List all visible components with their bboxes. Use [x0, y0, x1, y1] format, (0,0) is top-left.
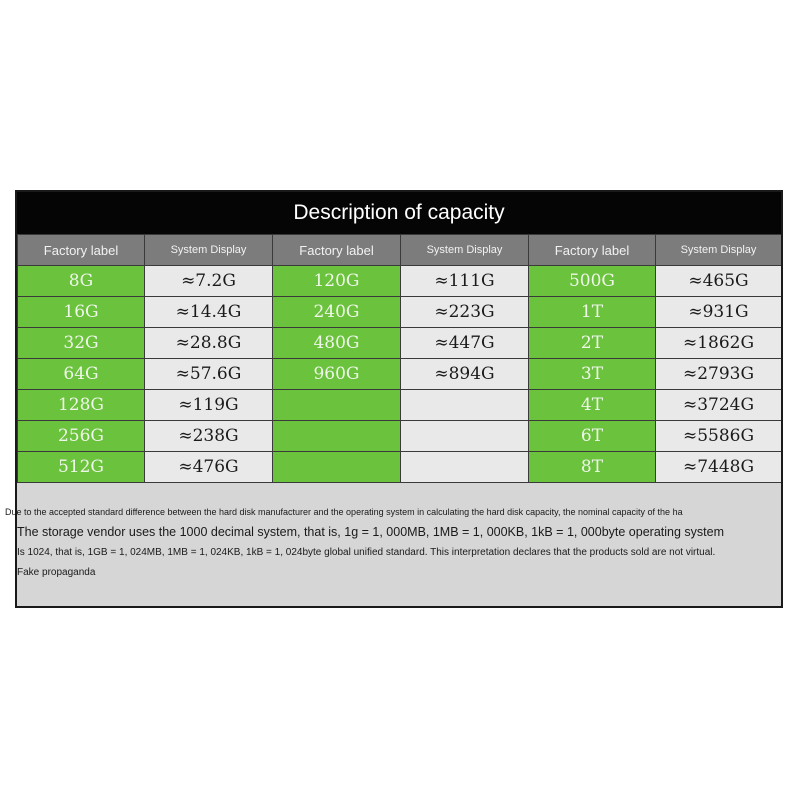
system-display-cell: ≈223G — [401, 297, 529, 328]
table-row — [18, 297, 782, 328]
capacity-table — [17, 234, 782, 483]
factory-label-cell: 480G — [273, 328, 401, 359]
note-line-2: The storage vendor uses the 1000 decimal system, that is, 1g = 1, 000MB, 1MB = 1, 000KB, 1kB = 1, 000byte operating system — [17, 525, 724, 539]
table-row — [18, 266, 782, 297]
system-display-cell: ≈238G — [145, 421, 273, 452]
factory-label-cell: 256G — [18, 421, 145, 452]
system-display-cell — [401, 421, 529, 452]
note-line-4: Fake propaganda — [17, 567, 96, 578]
note-line-1: Due to the accepted standard difference between the hard disk manufacturer and the operating system in calculating the hard disk capacity, the nominal capacity of the ha — [5, 507, 683, 517]
system-display-cell: ≈465G — [656, 266, 782, 297]
factory-label-cell: 8G — [18, 266, 145, 297]
factory-label-cell: 500G — [529, 266, 656, 297]
system-display-cell — [401, 390, 529, 421]
system-display-cell — [401, 452, 529, 483]
factory-label-cell: 64G — [18, 359, 145, 390]
factory-label-cell: 3T — [529, 359, 656, 390]
system-display-cell: ≈111G — [401, 266, 529, 297]
system-display-cell: ≈57.6G — [145, 359, 273, 390]
system-display-cell: ≈14.4G — [145, 297, 273, 328]
system-display-cell: ≈119G — [145, 390, 273, 421]
factory-label-cell — [273, 452, 401, 483]
system-display-cell: ≈447G — [401, 328, 529, 359]
factory-label-cell: 512G — [18, 452, 145, 483]
factory-label-cell: 128G — [18, 390, 145, 421]
system-display-cell: ≈5586G — [656, 421, 782, 452]
table-header-row — [18, 235, 782, 266]
column-header-system-display: System Display — [401, 235, 529, 266]
table-body — [18, 266, 782, 483]
factory-label-cell — [273, 421, 401, 452]
column-header-system-display: System Display — [145, 235, 273, 266]
factory-label-cell: 960G — [273, 359, 401, 390]
factory-label-cell: 2T — [529, 328, 656, 359]
system-display-cell: ≈7448G — [656, 452, 782, 483]
system-display-cell: ≈2793G — [656, 359, 782, 390]
factory-label-cell: 6T — [529, 421, 656, 452]
factory-label-cell: 16G — [18, 297, 145, 328]
system-display-cell: ≈1862G — [656, 328, 782, 359]
note-line-3: Is 1024, that is, 1GB = 1, 024MB, 1MB = 1, 024KB, 1kB = 1, 024byte global unified standard. This interpretation declares that the products sold are not virtual. — [17, 547, 716, 558]
page-title: Description of capacity — [17, 192, 781, 234]
factory-label-cell: 120G — [273, 266, 401, 297]
factory-label-cell: 8T — [529, 452, 656, 483]
system-display-cell: ≈476G — [145, 452, 273, 483]
capacity-panel — [15, 190, 783, 608]
system-display-cell: ≈894G — [401, 359, 529, 390]
factory-label-cell: 4T — [529, 390, 656, 421]
table-row — [18, 452, 782, 483]
factory-label-cell: 240G — [273, 297, 401, 328]
table-row — [18, 421, 782, 452]
column-header-factory-label: Factory label — [18, 235, 145, 266]
factory-label-cell: 1T — [529, 297, 656, 328]
column-header-factory-label: Factory label — [529, 235, 656, 266]
factory-label-cell: 32G — [18, 328, 145, 359]
factory-label-cell — [273, 390, 401, 421]
system-display-cell: ≈3724G — [656, 390, 782, 421]
table-row — [18, 359, 782, 390]
table-row — [18, 390, 782, 421]
system-display-cell: ≈7.2G — [145, 266, 273, 297]
column-header-system-display: System Display — [656, 235, 782, 266]
table-row — [18, 328, 782, 359]
system-display-cell: ≈28.8G — [145, 328, 273, 359]
column-header-factory-label: Factory label — [273, 235, 401, 266]
system-display-cell: ≈931G — [656, 297, 782, 328]
